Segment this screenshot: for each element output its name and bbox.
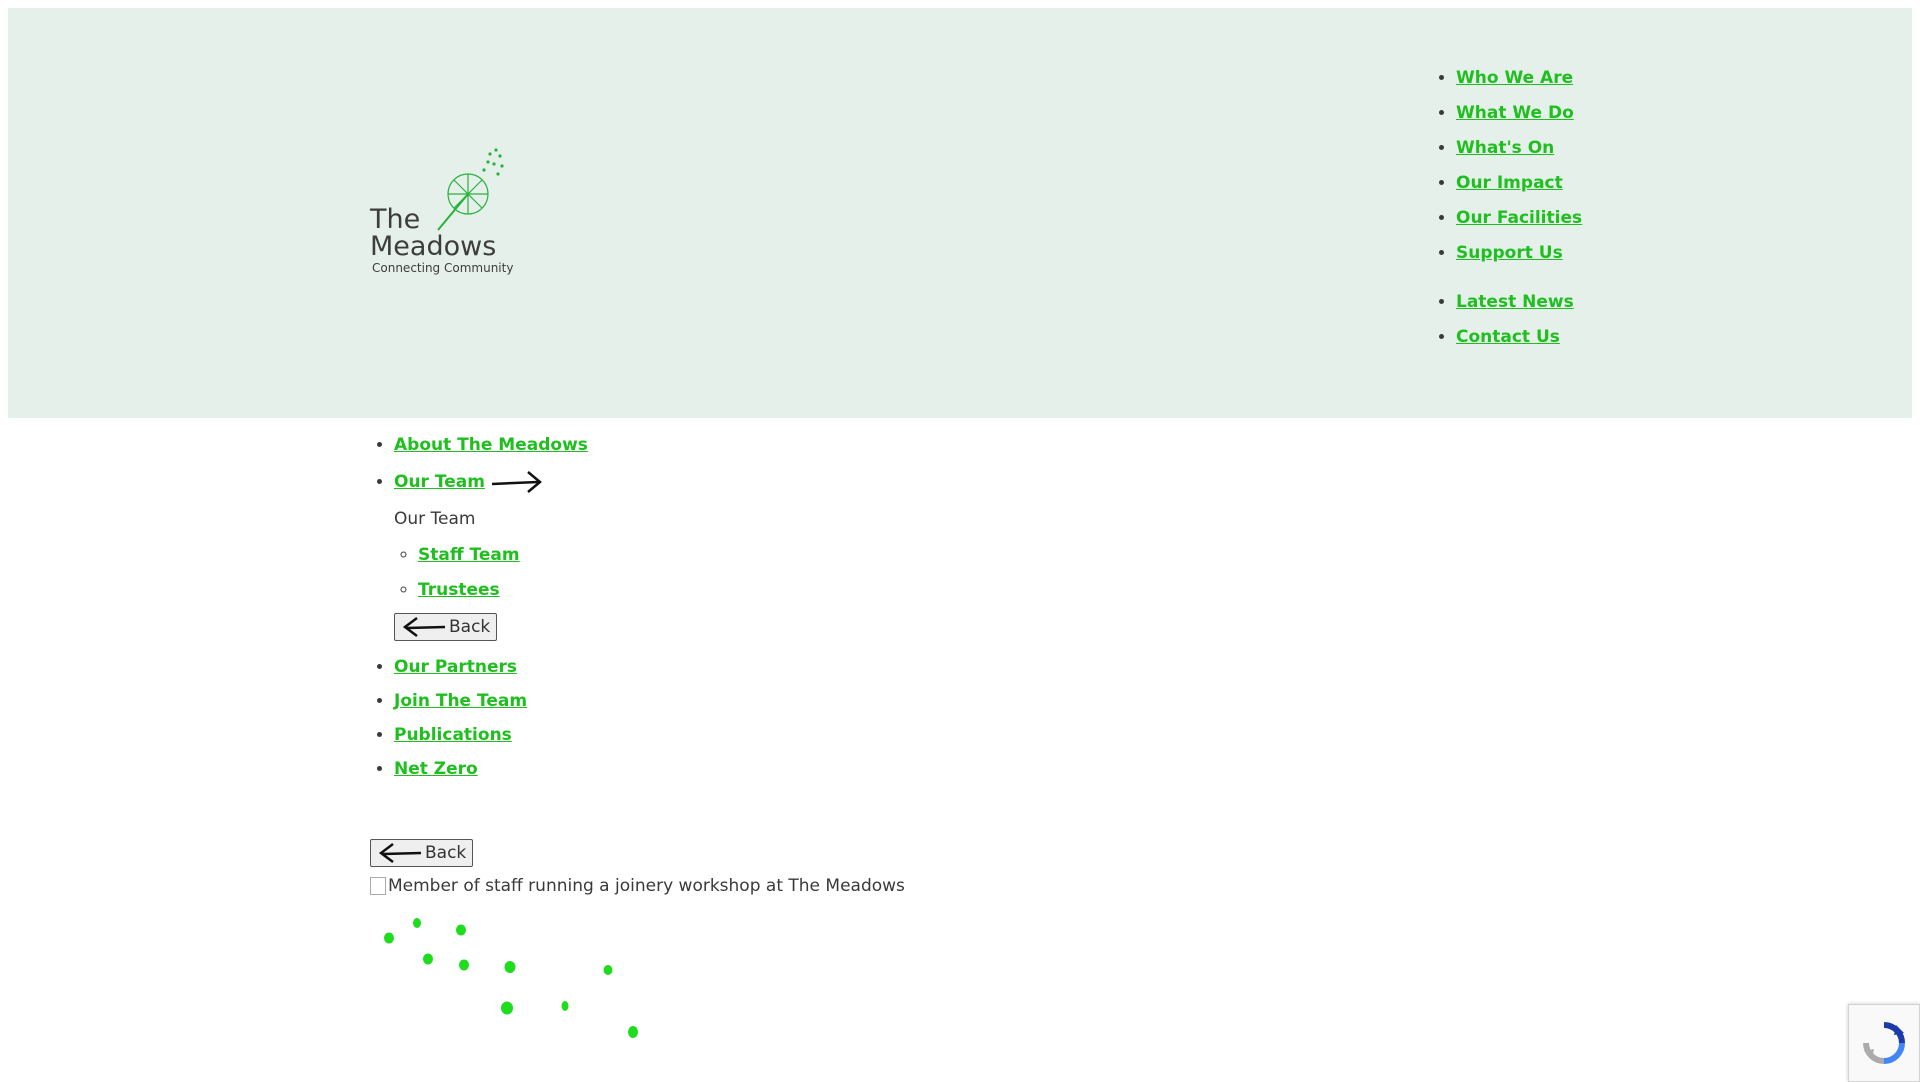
logo-line-2: Meadows [370, 231, 497, 262]
team-submenu-item [418, 545, 1270, 565]
sub-nav [370, 435, 1270, 793]
seed-dot [501, 1002, 513, 1015]
inner-back-button[interactable] [394, 613, 497, 641]
sub-nav-our-partners[interactable]: Our Partners [394, 657, 517, 677]
nav-what-we-do[interactable]: What We Do [1456, 103, 1574, 123]
arrow-left-icon [377, 842, 423, 864]
sub-nav-our-team-label: Our Team [394, 472, 485, 492]
main-nav [1440, 68, 1582, 362]
sub-nav-item [394, 691, 1270, 711]
seed-dot [456, 925, 466, 936]
hero-image-alt: Member of staff running a joinery workshop at The Meadows [388, 876, 905, 896]
nav-latest-news[interactable]: Latest News [1456, 292, 1574, 312]
sub-nav-item [394, 469, 1270, 643]
hero-image [370, 876, 905, 896]
seed-dot [604, 965, 613, 975]
nav-support-us[interactable]: Support Us [1456, 243, 1563, 263]
sub-nav-item [394, 759, 1270, 779]
nav-whats-on[interactable]: What's On [1456, 138, 1555, 158]
sub-nav-net-zero[interactable]: Net Zero [394, 759, 478, 779]
broken-image-icon [370, 877, 386, 895]
sub-nav-item [394, 657, 1270, 677]
arrow-left-icon [401, 616, 447, 638]
logo-tagline: Connecting Community [372, 261, 514, 275]
seed-dot [413, 918, 421, 928]
logo[interactable] [370, 146, 530, 286]
seed-dots-decoration [370, 910, 670, 1050]
team-submenu-item [418, 580, 1270, 600]
nav-our-impact[interactable]: Our Impact [1456, 173, 1563, 193]
logo-line-1: The [370, 204, 421, 235]
inner-back-label: Back [449, 617, 491, 637]
main-nav-item [1456, 103, 1582, 123]
sub-nav-join-the-team[interactable]: Join The Team [394, 691, 528, 711]
main-nav-item [1456, 138, 1582, 158]
seed-dot [384, 933, 394, 944]
main-nav-item [1456, 68, 1582, 88]
sub-nav-item [394, 725, 1270, 745]
arrow-right-icon[interactable] [490, 469, 544, 495]
sub-nav-publications[interactable]: Publications [394, 725, 512, 745]
nav-contact-us[interactable]: Contact Us [1456, 327, 1560, 347]
main-nav-item [1456, 292, 1582, 312]
seed-dot [423, 954, 433, 965]
sub-nav-item [394, 435, 1270, 455]
main-nav-item [1456, 208, 1582, 228]
outer-back-label: Back [425, 843, 467, 863]
seed-dot [628, 1026, 638, 1038]
seed-dot [459, 960, 469, 971]
main-nav-item [1456, 243, 1582, 263]
recaptcha-icon [1862, 1021, 1906, 1065]
team-submenu [394, 545, 1270, 600]
seed-dot [562, 1001, 569, 1011]
nav-who-we-are[interactable]: Who We Are [1456, 68, 1574, 88]
seed-dot [505, 961, 516, 973]
panel-title: Our Team [394, 509, 476, 529]
nav-our-facilities[interactable]: Our Facilities [1456, 208, 1583, 228]
main-nav-item [1456, 327, 1582, 347]
site-header [8, 8, 1912, 418]
sub-nav-about[interactable]: About The Meadows [394, 435, 588, 455]
sub-nav-trustees[interactable]: Trustees [418, 580, 500, 600]
main-nav-item [1456, 173, 1582, 193]
outer-back-button[interactable] [370, 839, 473, 867]
sub-nav-staff-team[interactable]: Staff Team [418, 545, 520, 565]
sub-nav-our-team[interactable] [394, 472, 485, 492]
recaptcha-badge[interactable] [1848, 1004, 1920, 1082]
